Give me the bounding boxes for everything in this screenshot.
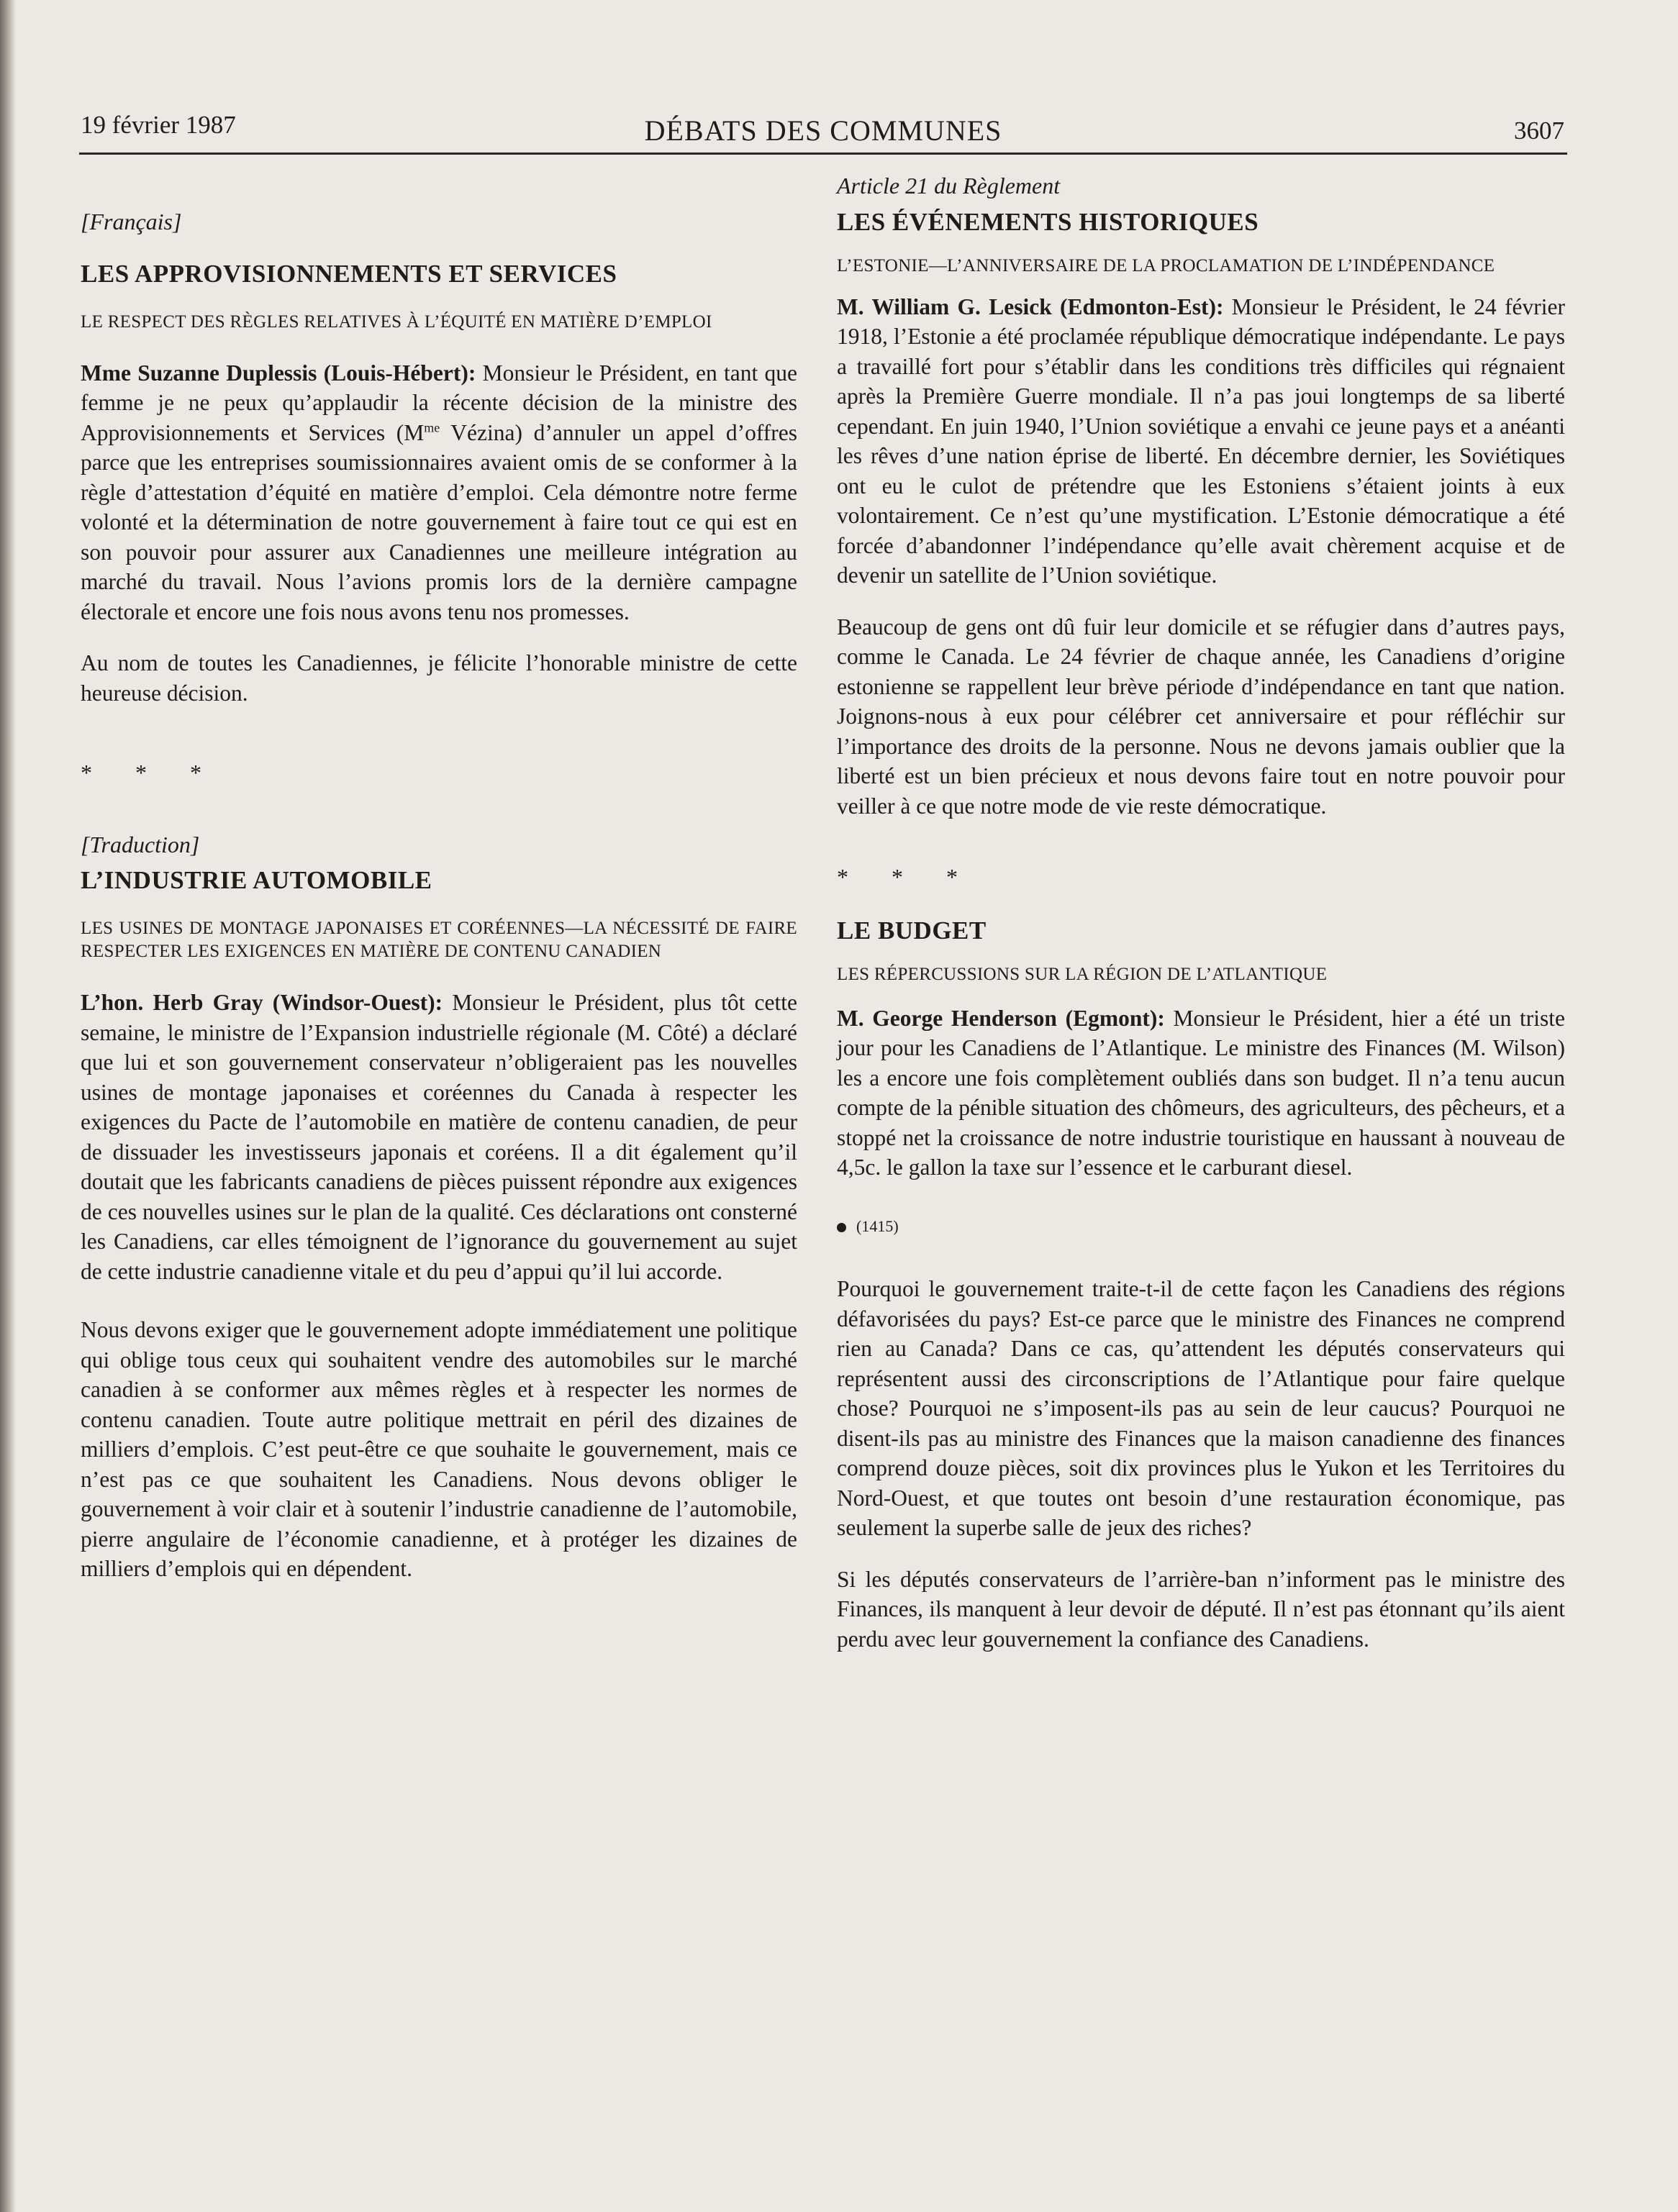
paragraph-gray-2: Nous devons exiger que le gouvernement adopte immédiatement une politique qui oblige tous ceux qui souhaitent vendre des automobiles sur le marché canadien à se conformer aux mêmes règles et à respecter les normes de contenu canadien. Toute autre politique mettrait en péril des dizaines de milliers d’emplois. C’est peut-être ce que souhaite le gouvernement, mais ce n’est pas ce que souhaitent les Canadiens. Nous devons obliger le gouvernement à voir clair et à soutenir l’industrie canadienne de l’automobile, pierre angulaire de l’économie canadienne, et à protéger les dizaines de milliers d’emplois qui en dépendent. <box>81 1317 797 1581</box>
paragraph-henderson-3: Si les députés conservateurs de l’arrière-ban n’informent pas le ministre des Finances, ils manquent à leur devoir de député. Il n’est pas étonnant qu’ils aient perdu avec leur gouvernement la confiance des Canadiens. <box>837 1566 1565 1652</box>
running-header <box>79 108 1567 155</box>
header-date: 19 février 1987 <box>81 111 236 139</box>
scan-binding-edge <box>0 0 16 2212</box>
paragraph-henderson-1: M. George Henderson (Egmont): Monsieur le Président, hier a été un triste jour pour les Canadiens de l’Atlantique. Le ministre des Finances (M. Wilson) les a encore une fois complètement oubliés dans son budget. Il n’a tenu aucun compte de la pénible situation des chômeurs, des agriculteurs, des pêcheurs, et a stoppé net la croissance de notre industrie touristique en haussant à nouveau de 4,5c. le gallon la taxe sur l’essence et le carburant diesel. <box>837 1005 1565 1180</box>
section-subtitle-atlantic: LES RÉPERCUSSIONS SUR LA RÉGION DE L’ATLANTIQUE <box>837 964 1328 984</box>
speaker-name: M. William G. Lesick (Edmonton-Est): <box>837 293 1224 319</box>
speaker-name: L’hon. Herb Gray (Windsor-Ouest): <box>81 990 443 1015</box>
section-title-auto-industry: L’INDUSTRIE AUTOMOBILE <box>81 866 432 894</box>
header-title: DÉBATS DES COMMUNES <box>644 114 1002 147</box>
section-subtitle-employment-equity: LE RESPECT DES RÈGLES RELATIVES À L’ÉQUITÉ EN MATIÈRE D’EMPLOI <box>81 311 712 332</box>
paragraph-lesick-2: Beaucoup de gens ont dû fuir leur domicile et se réfugier dans d’autres pays, comme le Canada. Le 24 février de chaque année, les Canadiens d’origine estonienne se rappellent leur brève période d’indépendance en tant que nation. Joignons-nous à eux pour célébrer cet anniversaire et pour réfléchir sur l’importance des droits de la personne. Nous ne devons jamais oublier que la liberté est un bien précieux et nous devons faire tout en notre pouvoir pour veiller à ce que notre mode de vie reste démocratique. <box>837 614 1565 819</box>
section-subtitle-assembly-plants: LES USINES DE MONTAGE JAPONAISES ET CORÉENNES—LA NÉCESSITÉ DE FAIRE RESPECTER LES EXIGENCES EN MATIÈRE DE CONTENU CANADIEN <box>81 919 797 961</box>
bullet-icon <box>837 1223 846 1232</box>
language-label-french: [Français] <box>81 209 182 235</box>
section-title-supply-services: LES APPROVISIONNEMENTS ET SERVICES <box>81 259 617 288</box>
speaker-name: M. George Henderson (Egmont): <box>837 1005 1165 1031</box>
page-number: 3607 <box>1514 117 1564 145</box>
language-label-translation: [Traduction] <box>81 831 200 857</box>
section-subtitle-estonia: L’ESTONIE—L’ANNIVERSAIRE DE LA PROCLAMATION DE L’INDÉPENDANCE <box>837 255 1495 276</box>
speaker-name: Mme Suzanne Duplessis (Louis-Hébert): <box>81 360 476 386</box>
paragraph-duplessis-2: Au nom de toutes les Canadiennes, je félicite l’honorable ministre de cette heureuse décision. <box>81 650 797 706</box>
left-column <box>81 160 797 1584</box>
section-separator: * * * <box>81 760 220 786</box>
standing-order-rubric: Article 21 du Règlement <box>837 173 1061 199</box>
paragraph-gray-1: L’hon. Herb Gray (Windsor-Ouest): Monsieur le Président, plus tôt cette semaine, le ministre de l’Expansion industrielle régionale (M. Côté) a déclaré que lui et son gouvernement conservateur n’obligeraient pas les nouvelles usines de montage japonaises et coréennes du Canada à respecter les exigences du Pacte de l’automobile en matière de contenu canadien, de peur de dissuader les investisseurs japonais et coréens. Il a dit également qu’il doutait que les fabricants canadiens de pièces puissent répondre aux exigences de ces nouvelles usines sur le plan de la qualité. Ces déclarations ont consterné les Canadiens, car elles témoignent de l’ignorance du gouvernement au sujet de cette industrie canadienne vitale et du peu d’appui qu’il lui accorde. <box>81 990 797 1284</box>
section-title-historic-events: LES ÉVÉNEMENTS HISTORIQUES <box>837 207 1259 236</box>
timestamp-marker: (1415) <box>837 1211 1565 1242</box>
paragraph-duplessis-1: Mme Suzanne Duplessis (Louis-Hébert): Monsieur le Président, en tant que femme je ne peux qu’applaudir la récente décision de la ministre des Approvisionnements et Services ($M^{me}$ Vézina) d’annuler un appel d’offres parce que les entreprises soumissionnaires avaient omis de se conformer à la règle d’attestation d’équité en matière d’emploi. Cela démontre notre ferme volonté et la détermination de notre gouvernement à faire tout ce qui est en son pouvoir pour assurer aux Canadiennes une meilleure intégration au marché du travail. Nous l’avions promis lors de la dernière campagne électorale et encore une fois nous avons tenu nos promesses. <box>81 360 797 624</box>
paragraph-lesick-1: M. William G. Lesick (Edmonton-Est): Monsieur le Président, le 24 février 1918, l’Estonie a été proclamée république démocratique indépendante. Le pays a travaillé fort pour s’établir dans les conditions très difficiles qui régnaient après la Première Guerre mondiale. Il n’a pas joui longtemps de sa liberté cependant. En juin 1940, l’Union soviétique a envahi ce jeune pays et a anéanti les rêves d’une nation éprise de liberté. En décembre dernier, les Soviétiques ont eu le culot de prétendre que les Estoniens s’étaient joints à eux volontairement. Ce n’est qu’une mystification. L’Estonie démocratique a été forcée d’abandonner l’indépendance qu’elle avait chèrement acquise et de devenir un satellite de l’Union soviétique. <box>837 293 1565 588</box>
right-column <box>837 160 1565 1654</box>
section-separator: * * * <box>837 864 976 890</box>
paragraph-henderson-2: Pourquoi le gouvernement traite-t-il de cette façon les Canadiens des régions défavorisées du pays? Est-ce parce que le ministre des Finances ne comprend rien au Canada? Dans ce cas, qu’attendent les députés conservateurs qui représentent aussi des circonscriptions de l’Atlantique pour faire quelque chose? Pourquoi ne s’imposent-ils pas au sein de leur caucus? Pourquoi ne disent-ils pas au ministre des Finances que la maison canadienne des finances comprend douze pièces, soit dix provinces plus le Yukon et les Territoires du Nord-Ouest, et que toutes ont besoin d’une restauration économique, pas seulement la superbe salle de jeux des riches? <box>837 1276 1565 1540</box>
section-title-budget: LE BUDGET <box>837 916 987 945</box>
